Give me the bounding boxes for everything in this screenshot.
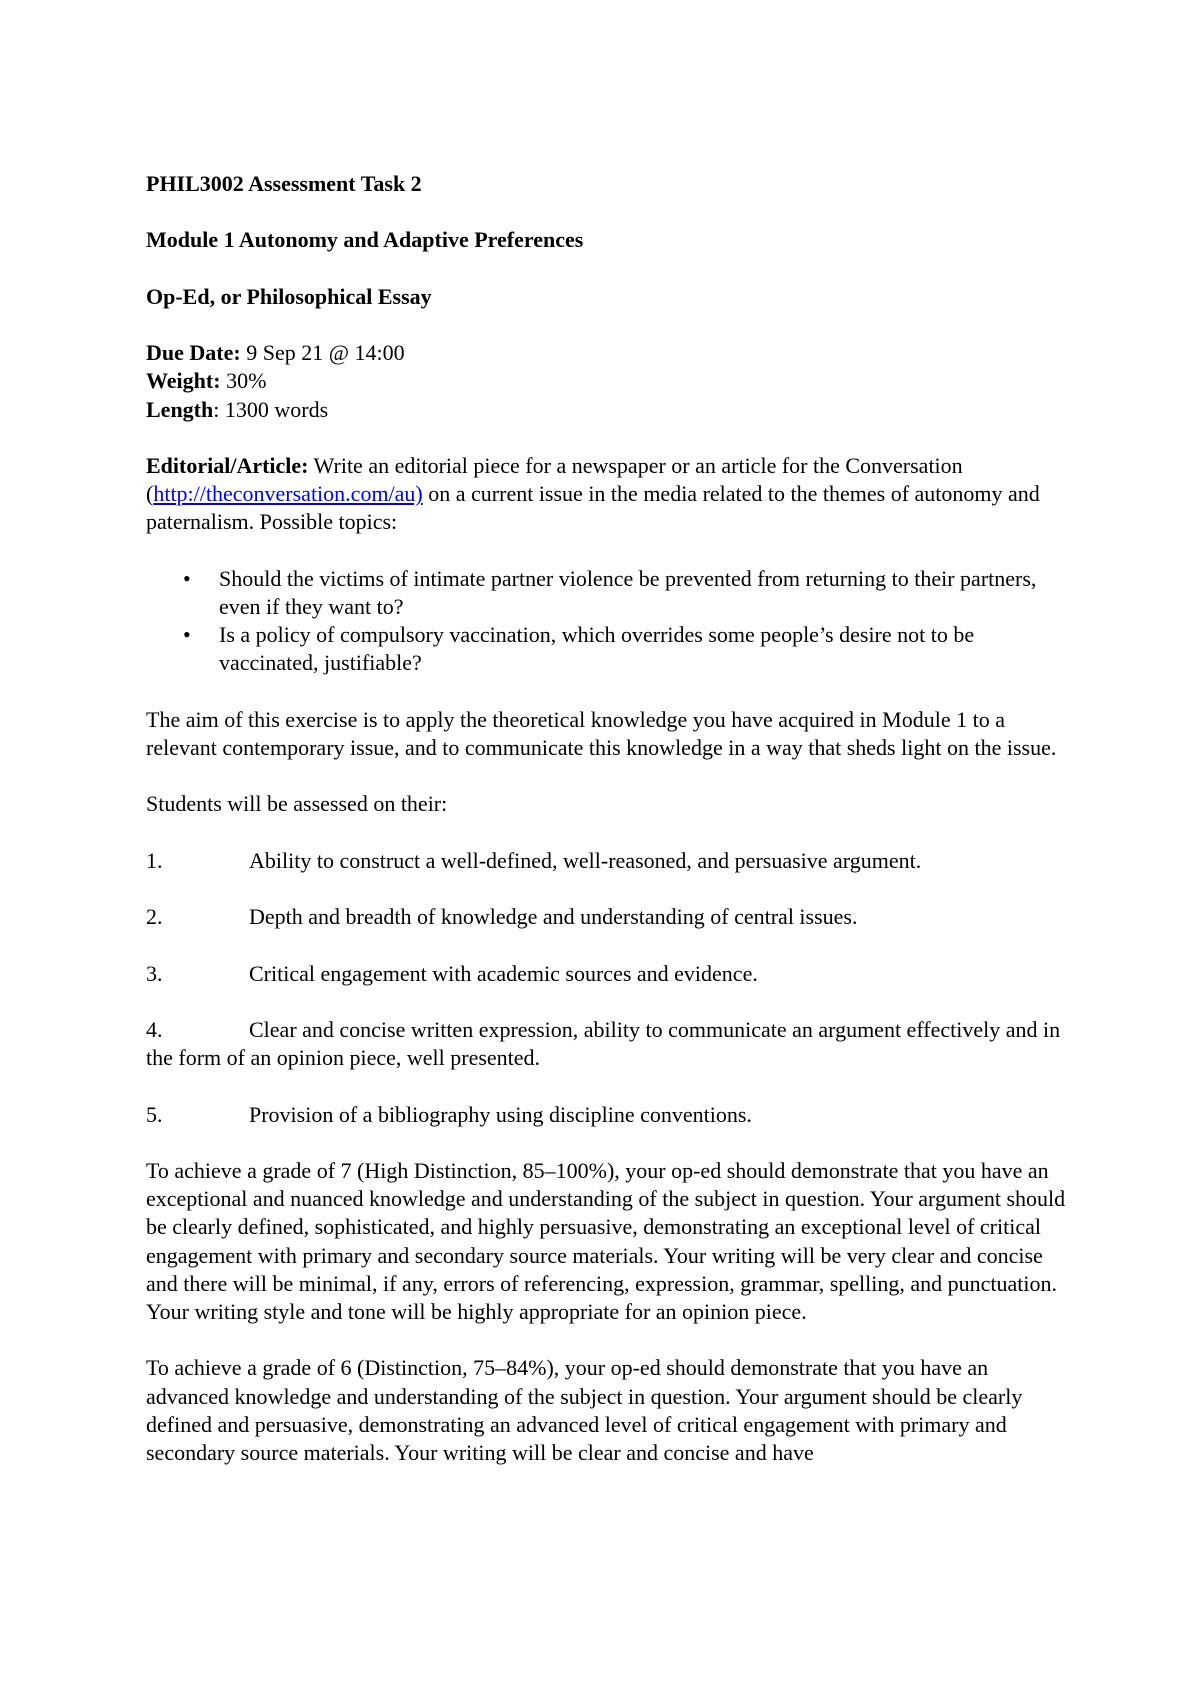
task-details — [146, 339, 1066, 424]
criterion-number: 5. — [146, 1101, 163, 1127]
criterion-item — [146, 960, 1066, 988]
bullet-icon: • — [183, 622, 191, 648]
criterion-number: 2. — [146, 904, 163, 930]
length-label: Length — [146, 396, 214, 422]
editorial-label: Editorial/Article: — [146, 452, 309, 478]
bullet-icon: • — [183, 565, 191, 591]
weight-value: 30% — [220, 368, 267, 394]
criterion-item — [146, 1101, 1066, 1129]
editorial-text-2: on a current issue in the media related to the themes of autonomy and paternalism. Possible topics: — [146, 481, 1040, 535]
weight-label: Weight: — [146, 368, 221, 394]
assessed-intro: Students will be assessed on their: — [146, 791, 448, 817]
criterion-text: Critical engagement with academic sources and evidence. — [249, 960, 758, 986]
editorial-paragraph — [146, 452, 1066, 537]
criterion-text: Ability to construct a well-defined, well-reasoned, and persuasive argument. — [249, 847, 922, 873]
topic-text: Should the victims of intimate partner violence be prevented from returning to their partners, even if they want to? — [219, 565, 1037, 619]
assessment-type: Op-Ed, or Philosophical Essay — [146, 283, 432, 309]
conversation-link[interactable]: http://theconversation.com/au) — [153, 481, 423, 507]
course-title: PHIL3002 Assessment Task 2 — [146, 171, 422, 196]
due-date-row — [146, 339, 1066, 367]
document-page — [146, 170, 1066, 1495]
grade-6-paragraph: To achieve a grade of 6 (Distinction, 75–84%), your op-ed should demonstrate that you have an advanced knowledge and understanding of the subject in question. Your argument should be clearly defined and persuasive, demonstrating an advanced level of critical engagement with primary and secondary source materials. Your writing will be clear and concise and have — [146, 1355, 1023, 1465]
topic-text: Is a policy of compulsory vaccination, which overrides some people’s desire not to be vaccinated, justifiable? — [219, 622, 975, 676]
criterion-text: Clear and concise written expression, ability to communicate an argument effectively and in the form of an opinion piece, well presented. — [146, 1016, 1061, 1071]
length-value: : 1300 words — [213, 396, 329, 422]
criterion-text: Depth and breadth of knowledge and understanding of central issues. — [249, 904, 858, 930]
criterion-number: 1. — [146, 847, 163, 873]
due-date-label: Due Date: — [146, 340, 241, 366]
topics-list — [146, 565, 1066, 678]
due-date-value: 9 Sep 21 @ 14:00 — [240, 340, 405, 366]
list-item — [146, 565, 1066, 621]
criterion-text: Provision of a bibliography using discipline conventions. — [249, 1101, 752, 1127]
grade-7-paragraph: To achieve a grade of 7 (High Distinction, 85–100%), your op-ed should demonstrate that you have an exceptional and nuanced knowledge and understanding of the subject in question. Your argument should be clearly defined, sophisticated, and highly persuasive, demonstrating an exceptional level of critical engagement with primary and secondary source materials. Your writing will be very clear and concise and there will be minimal, if any, errors of referencing, expression, grammar, spelling, and punctuation. Your writing style and tone will be highly appropriate for an opinion piece. — [146, 1157, 1066, 1324]
module-title: Module 1 Autonomy and Adaptive Preferences — [146, 227, 584, 253]
length-row — [146, 396, 1066, 424]
criterion-number: 3. — [146, 960, 163, 986]
criterion-item — [146, 847, 1066, 875]
aim-paragraph: The aim of this exercise is to apply the theoretical knowledge you have acquired in Module 1 to a relevant contemporary issue, and to communicate this knowledge in a way that sheds light on the issue. — [146, 706, 1057, 760]
criterion-item — [146, 1016, 1066, 1072]
criterion-number: 4. — [146, 1016, 163, 1042]
editorial-text-1: Write an editorial piece for a newspaper or an article for the Conversation ( — [146, 452, 963, 507]
weight-row — [146, 367, 1066, 395]
criterion-item — [146, 903, 1066, 931]
list-item — [146, 621, 1066, 677]
